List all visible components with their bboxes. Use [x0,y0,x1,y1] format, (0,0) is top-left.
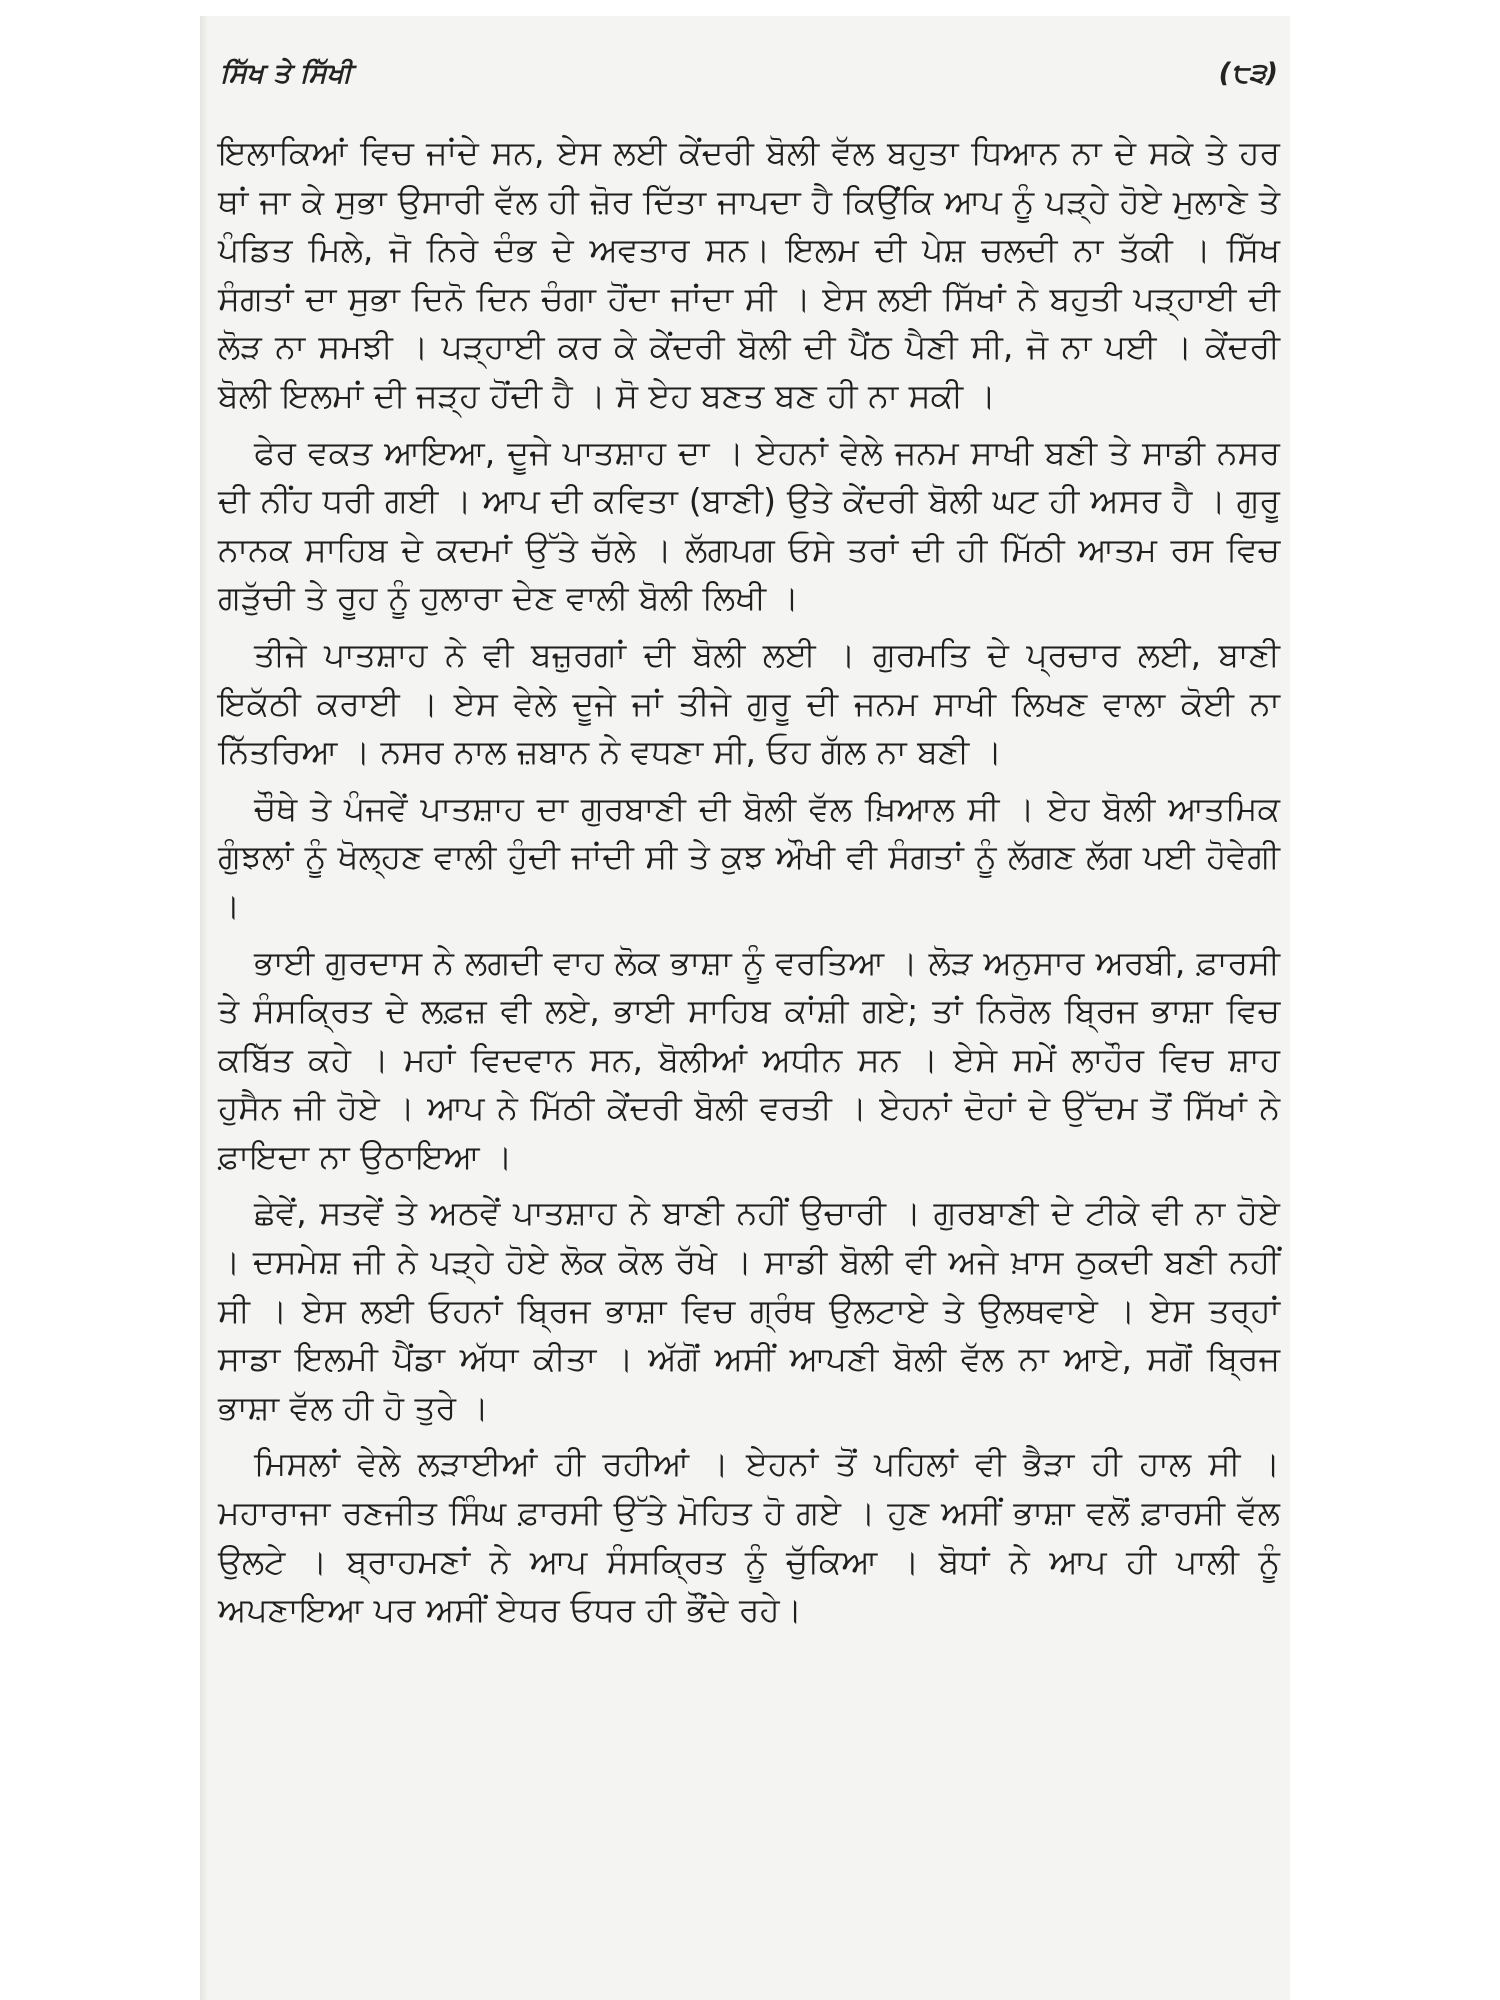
book-page [200,16,1290,2000]
running-header [220,58,1278,98]
paragraph-1: ਇਲਾਕਿਆਂ ਵਿਚ ਜਾਂਦੇ ਸਨ, ਏਸ ਲਈ ਕੇਂਦਰੀ ਬੋਲੀ ਵੱਲ ਬਹੁਤਾ ਧਿਆਨ ਨਾ ਦੇ ਸਕੇ ਤੇ ਹਰ ਥਾਂ ਜਾ ਕੇ ਸੁਭਾ ਉਸਾਰੀ ਵੱਲ ਹੀ ਜ਼ੋਰ ਦਿੱਤਾ ਜਾਪਦਾ ਹੈ ਕਿਉਂਕਿ ਆਪ ਨੂੰ ਪੜ੍ਹੇ ਹੋਏ ਮੁਲਾਣੇ ਤੇ ਪੰਡਿਤ ਮਿਲੇ, ਜੋ ਨਿਰੇ ਦੰਭ ਦੇ ਅਵਤਾਰ ਸਨ। ਇਲਮ ਦੀ ਪੇਸ਼ ਚਲਦੀ ਨਾ ਤੱਕੀ । ਸਿੱਖ ਸੰਗਤਾਂ ਦਾ ਸੁਭਾ ਦਿਨੋ ਦਿਨ ਚੰਗਾ ਹੋਂਦਾ ਜਾਂਦਾ ਸੀ । ਏਸ ਲਈ ਸਿੱਖਾਂ ਨੇ ਬਹੁਤੀ ਪੜ੍ਹਾਈ ਦੀ ਲੋੜ ਨਾ ਸਮਝੀ । ਪੜ੍ਹਾਈ ਕਰ ਕੇ ਕੇਂਦਰੀ ਬੋਲੀ ਦੀ ਪੈਂਠ ਪੈਣੀ ਸੀ, ਜੋ ਨਾ ਪਈ । ਕੇਂਦਰੀ ਬੋਲੀ ਇਲਮਾਂ ਦੀ ਜੜ੍ਹ ਹੋਂਦੀ ਹੈ । ਸੋ ਏਹ ਬਣਤ ਬਣ ਹੀ ਨਾ ਸਕੀ । [218,133,1280,415]
body-text [218,129,1280,1643]
paragraph-2: ਫੇਰ ਵਕਤ ਆਇਆ, ਦੂਜੇ ਪਾਤਸ਼ਾਹ ਦਾ । ਏਹਨਾਂ ਵੇਲੇ ਜਨਮ ਸਾਖੀ ਬਣੀ ਤੇ ਸਾਡੀ ਨਸਰ ਦੀ ਨੀਂਹ ਧਰੀ ਗਈ । ਆਪ ਦੀ ਕਵਿਤਾ (ਬਾਣੀ) ਉਤੇ ਕੇਂਦਰੀ ਬੋਲੀ ਘਟ ਹੀ ਅਸਰ ਹੈ । ਗੁਰੂ ਨਾਨਕ ਸਾਹਿਬ ਦੇ ਕਦਮਾਂ ਉੱਤੇ ਚੱਲੇ । ਲੱਗਪਗ ਓਸੇ ਤਰਾਂ ਦੀ ਹੀ ਮਿੱਠੀ ਆਤਮ ਰਸ ਵਿਚ ਗੜੁੱਚੀ ਤੇ ਰੂਹ ਨੂੰ ਹੁਲਾਰਾ ਦੇਣ ਵਾਲੀ ਬੋਲੀ ਲਿਖੀ । [218,432,1280,618]
paragraph-7: ਮਿਸਲਾਂ ਵੇਲੇ ਲੜਾਈਆਂ ਹੀ ਰਹੀਆਂ । ਏਹਨਾਂ ਤੋਂ ਪਹਿਲਾਂ ਵੀ ਭੈੜਾ ਹੀ ਹਾਲ ਸੀ । ਮਹਾਰਾਜਾ ਰਣਜੀਤ ਸਿੰਘ ਫ਼ਾਰਸੀ ਉੱਤੇ ਮੋਹਿਤ ਹੋ ਗਏ । ਹੁਣ ਅਸੀਂ ਭਾਸ਼ਾ ਵਲੋਂ ਫ਼ਾਰਸੀ ਵੱਲ ਉਲਟੇ । ਬ੍ਰਾਹਮਣਾਂ ਨੇ ਆਪ ਸੰਸਕ੍ਰਿਤ ਨੂੰ ਚੁੱਕਿਆ । ਬੋਧਾਂ ਨੇ ਆਪ ਹੀ ਪਾਲੀ ਨੂੰ ਅਪਣਾਇਆ ਪਰ ਅਸੀਂ ਏਧਰ ਓਧਰ ਹੀ ਭੌਂਦੇ ਰਹੇ। [218,1444,1280,1630]
paragraph-4: ਚੌਥੇ ਤੇ ਪੰਜਵੇਂ ਪਾਤਸ਼ਾਹ ਦਾ ਗੁਰਬਾਣੀ ਦੀ ਬੋਲੀ ਵੱਲ ਖ਼ਿਆਲ ਸੀ । ਏਹ ਬੋਲੀ ਆਤਮਿਕ ਗੁੰਝਲਾਂ ਨੂੰ ਖੋਲ੍ਹਣ ਵਾਲੀ ਹੁੰਦੀ ਜਾਂਦੀ ਸੀ ਤੇ ਕੁਝ ਔਖੀ ਵੀ ਸੰਗਤਾਂ ਨੂੰ ਲੱਗਣ ਲੱਗ ਪਈ ਹੋਵੇਗੀ । [218,788,1280,925]
page-number: (੮੩) [1218,58,1278,89]
running-title: ਸਿੱਖ ਤੇ ਸਿੱਖੀ [220,58,352,89]
paragraph-3: ਤੀਜੇ ਪਾਤਸ਼ਾਹ ਨੇ ਵੀ ਬਜ਼ੁਰਗਾਂ ਦੀ ਬੋਲੀ ਲਈ । ਗੁਰਮਤਿ ਦੇ ਪ੍ਰਚਾਰ ਲਈ, ਬਾਣੀ ਇਕੱਠੀ ਕਰਾਈ । ਏਸ ਵੇਲੇ ਦੂਜੇ ਜਾਂ ਤੀਜੇ ਗੁਰੂ ਦੀ ਜਨਮ ਸਾਖੀ ਲਿਖਣ ਵਾਲਾ ਕੋਈ ਨਾ ਨਿੱਤਰਿਆ । ਨਸਰ ਨਾਲ ਜ਼ਬਾਨ ਨੇ ਵਧਣਾ ਸੀ, ਓਹ ਗੱਲ ਨਾ ਬਣੀ । [218,634,1280,772]
paragraph-5: ਭਾਈ ਗੁਰਦਾਸ ਨੇ ਲਗਦੀ ਵਾਹ ਲੋਕ ਭਾਸ਼ਾ ਨੂੰ ਵਰਤਿਆ । ਲੋੜ ਅਨੁਸਾਰ ਅਰਬੀ, ਫ਼ਾਰਸੀ ਤੇ ਸੰਸਕ੍ਰਿਤ ਦੇ ਲਫ਼ਜ਼ ਵੀ ਲਏ, ਭਾਈ ਸਾਹਿਬ ਕਾਂਸ਼ੀ ਗਏ; ਤਾਂ ਨਿਰੋਲ ਬ੍ਰਿਜ ਭਾਸ਼ਾ ਵਿਚ ਕਬਿੱਤ ਕਹੇ । ਮਹਾਂ ਵਿਦਵਾਨ ਸਨ, ਬੋਲੀਆਂ ਅਧੀਨ ਸਨ । ਏਸੇ ਸਮੇਂ ਲਾਹੌਰ ਵਿਚ ਸ਼ਾਹ ਹੁਸੈਨ ਜੀ ਹੋਏ । ਆਪ ਨੇ ਮਿੱਠੀ ਕੇਂਦਰੀ ਬੋਲੀ ਵਰਤੀ । ਏਹਨਾਂ ਦੋਹਾਂ ਦੇ ਉੱਦਮ ਤੋਂ ਸਿੱਖਾਂ ਨੇ ਫ਼ਾਇਦਾ ਨਾ ਉਠਾਇਆ । [218,942,1280,1176]
paragraph-6: ਛੇਵੇਂ, ਸਤਵੇਂ ਤੇ ਅਠਵੇਂ ਪਾਤਸ਼ਾਹ ਨੇ ਬਾਣੀ ਨਹੀਂ ਉਚਾਰੀ । ਗੁਰਬਾਣੀ ਦੇ ਟੀਕੇ ਵੀ ਨਾ ਹੋਏ । ਦਸਮੇਸ਼ ਜੀ ਨੇ ਪੜ੍ਹੇ ਹੋਏ ਲੋਕ ਕੋਲ ਰੱਖੇ । ਸਾਡੀ ਬੋਲੀ ਵੀ ਅਜੇ ਖ਼ਾਸ ਠੁਕਦੀ ਬਣੀ ਨਹੀਂ ਸੀ । ਏਸ ਲਈ ਓਹਨਾਂ ਬ੍ਰਿਜ ਭਾਸ਼ਾ ਵਿਚ ਗ੍ਰੰਥ ਉਲਟਾਏ ਤੇ ਉਲਥਵਾਏ । ਏਸ ਤਰ੍ਹਾਂ ਸਾਡਾ ਇਲਮੀ ਪੈਂਡਾ ਅੱਧਾ ਕੀਤਾ । ਅੱਗੋਂ ਅਸੀਂ ਆਪਣੀ ਬੋਲੀ ਵੱਲ ਨਾ ਆਏ, ਸਗੋਂ ਬ੍ਰਿਜ ਭਾਸ਼ਾ ਵੱਲ ਹੀ ਹੋ ਤੁਰੇ । [218,1193,1280,1427]
